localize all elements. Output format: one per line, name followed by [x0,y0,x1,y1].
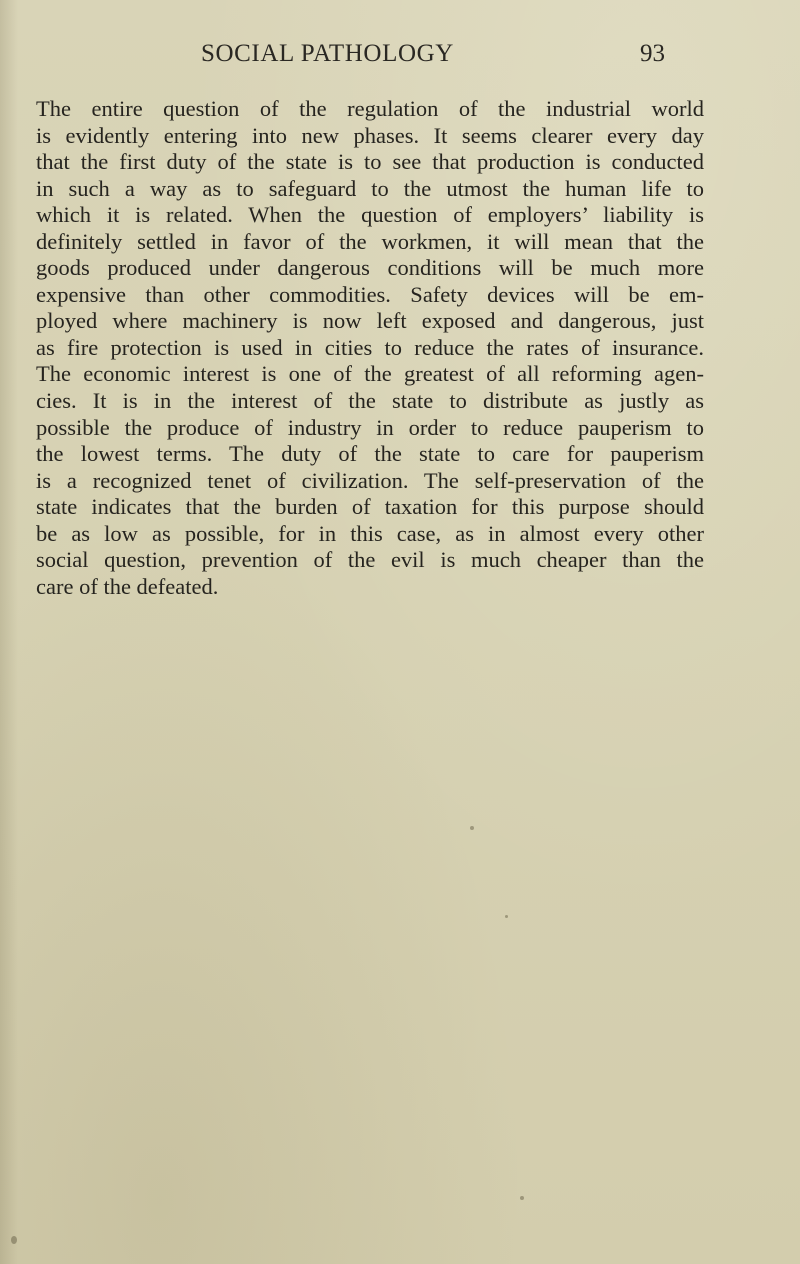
paper-speck [505,915,508,918]
page-number: 93 [640,40,665,67]
text-line-last: care of the defeated. [36,573,219,599]
text-line: expensive than other commodities. Safety devices will be em- [36,281,704,307]
text-line: is evidently entering into new phases. It seems clearer every day [36,122,704,148]
text-line: goods produced under dangerous conditions will be much more [36,255,704,281]
text-line: The entire question of the regulation of the industrial world [36,96,704,121]
binding-shadow [0,0,18,1264]
text-line: ployed where machinery is now left exposed and dangerous, just [36,308,704,334]
running-title: SOCIAL PATHOLOGY [201,40,454,67]
text-line: which it is related. When the question of employers’ liability is [36,202,704,228]
text-line: social question, prevention of the evil is much cheaper than the [36,547,704,573]
text-line: definitely settled in favor of the workmen, it will mean that the [36,228,704,254]
paper-speck [11,1236,17,1244]
text-line: the lowest terms. The duty of the state to care for pauperism [36,441,704,467]
text-line: be as low as possible, for in this case, as in almost every other [36,520,704,546]
text-line: state indicates that the burden of taxation for this purpose should [36,494,704,520]
text-line: cies. It is in the interest of the state to distribute as justly as [36,388,704,414]
paper-speck [470,826,474,830]
text-line: that the first duty of the state is to see that production is conducted [36,149,704,175]
paper-speck [520,1196,524,1200]
text-line: The economic interest is one of the greatest of all reforming agen- [36,361,704,387]
text-line: possible the produce of industry in order to reduce pauperism to [36,414,704,440]
text-line: is a recognized tenet of civilization. The self-preservation of the [36,467,704,493]
text-line: as fire protection is used in cities to reduce the rates of insurance. [36,334,704,360]
running-head [0,40,800,80]
body-paragraph [36,96,704,600]
text-line: in such a way as to safeguard to the utmost the human life to [36,175,704,201]
